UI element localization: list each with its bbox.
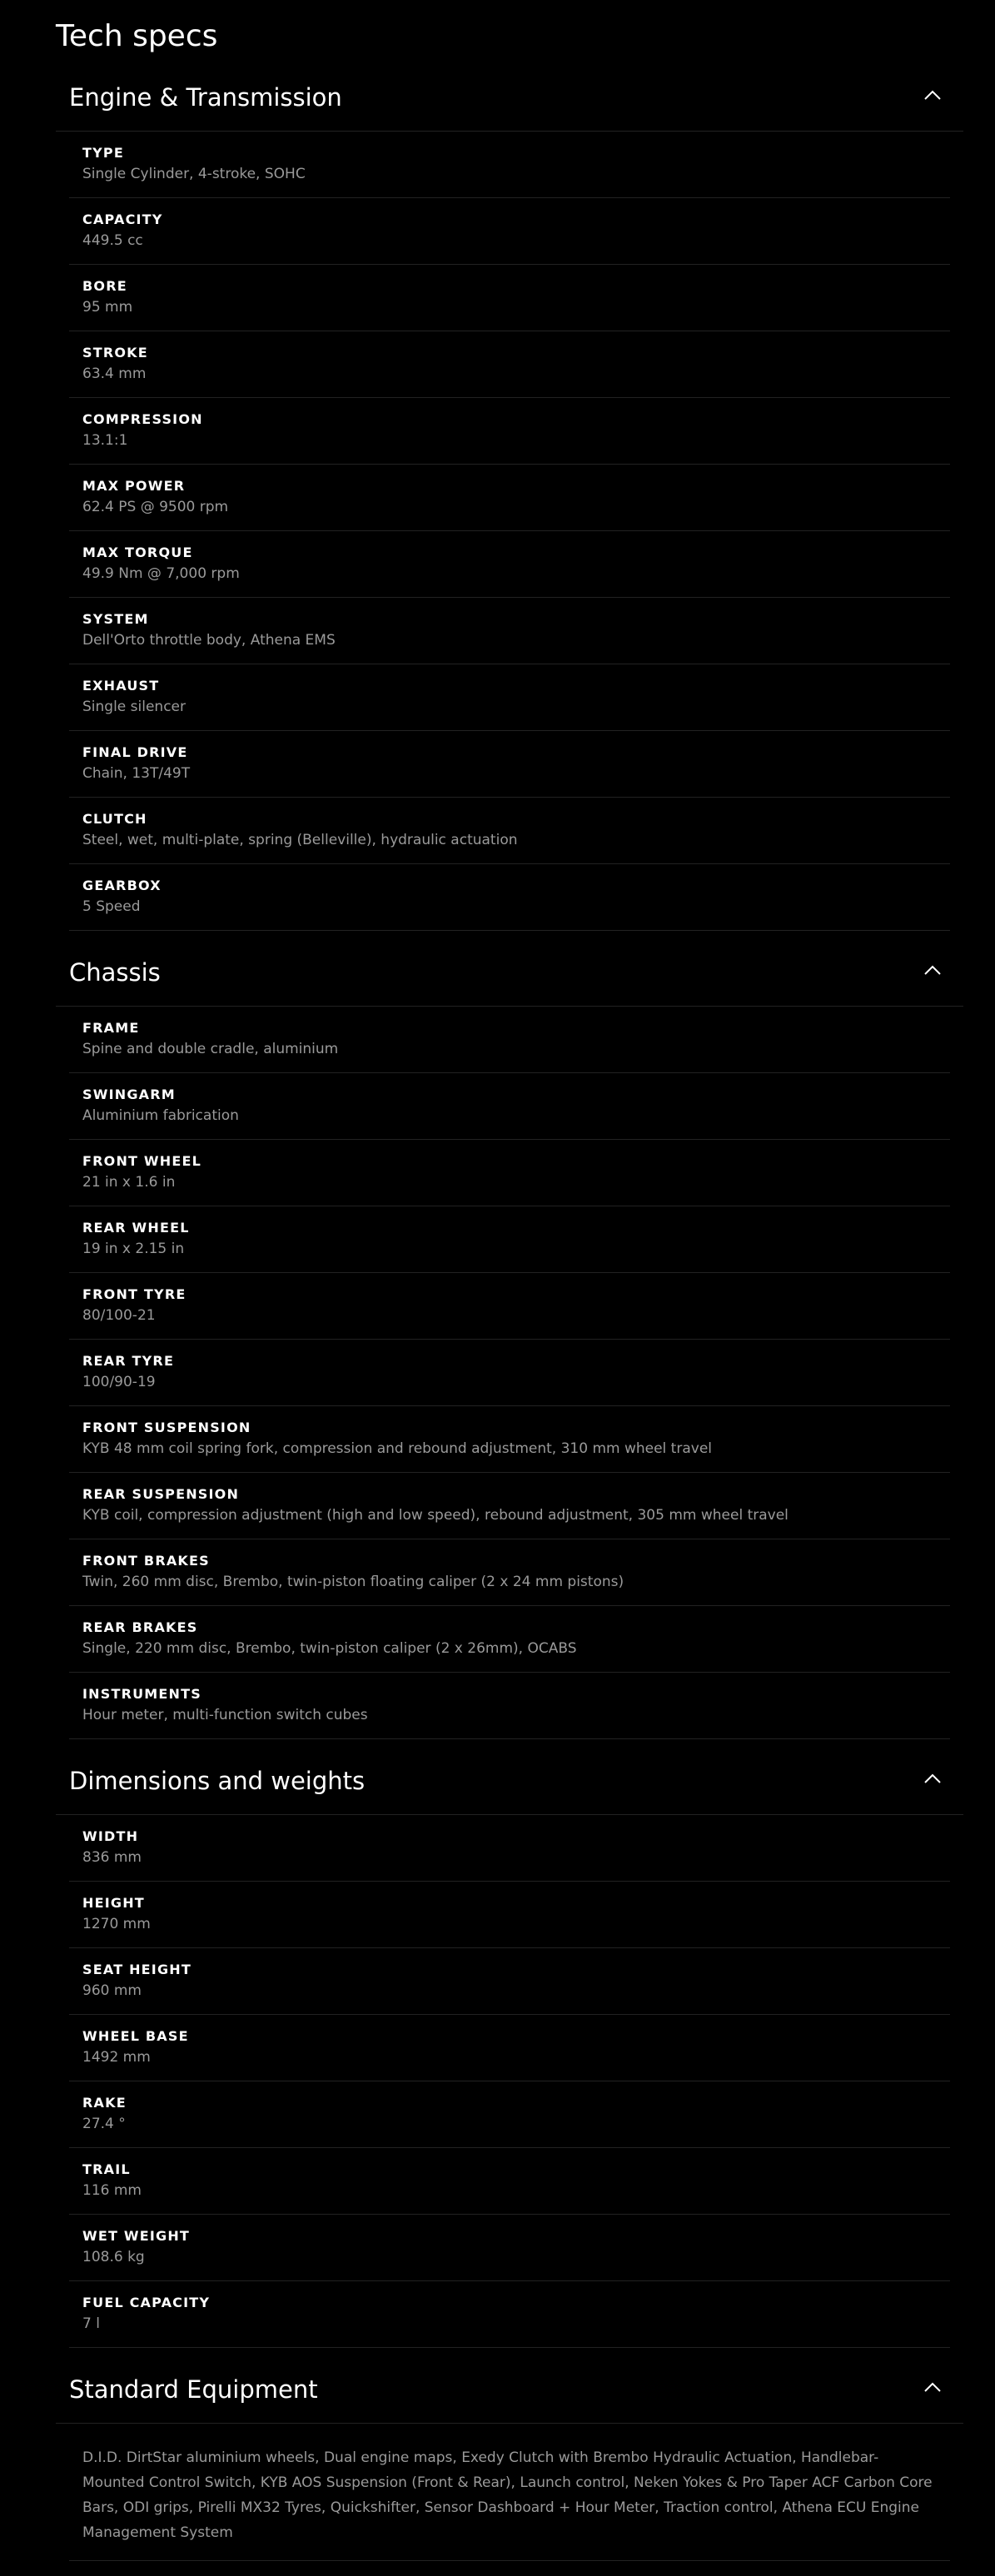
spec-row-front-wheel xyxy=(69,1140,950,1206)
spec-row-compression xyxy=(69,398,950,465)
spec-value: 7 l xyxy=(82,2315,100,2332)
spec-value: 5 Speed xyxy=(82,898,141,915)
spec-value: 80/100-21 xyxy=(82,1307,156,1324)
spec-value: KYB coil, compression adjustment (high and low speed), rebound adjustment, 305 mm wheel travel xyxy=(82,1507,789,1524)
spec-label: SWINGARM xyxy=(82,1087,176,1102)
spec-label: WET WEIGHT xyxy=(82,2228,191,2244)
spec-value: Dell'Orto throttle body, Athena EMS xyxy=(82,632,336,649)
spec-value: 449.5 cc xyxy=(82,232,143,249)
spec-label: CAPACITY xyxy=(82,211,163,227)
section-header-dimensions-weights[interactable] xyxy=(56,1748,963,1815)
spec-row-exhaust xyxy=(69,664,950,731)
spec-list-dimensions-weights xyxy=(69,1815,950,2348)
section-chassis xyxy=(56,939,963,1739)
section-dimensions-weights xyxy=(56,1748,963,2348)
section-title: Engine & Transmission xyxy=(69,83,342,112)
section-title: Chassis xyxy=(69,958,161,987)
spec-row-rear-suspension xyxy=(69,1473,950,1539)
spec-value: Hour meter, multi-function switch cubes xyxy=(82,1707,368,1723)
spec-label: REAR BRAKES xyxy=(82,1619,198,1635)
spec-row-fuel-capacity xyxy=(69,2281,950,2348)
spec-label: REAR WHEEL xyxy=(82,1220,190,1236)
spec-value: 836 mm xyxy=(82,1849,142,1866)
spec-value: 95 mm xyxy=(82,299,133,316)
spec-label: REAR SUSPENSION xyxy=(82,1486,240,1502)
spec-value: Chain, 13T/49T xyxy=(82,765,191,782)
spec-label: GEARBOX xyxy=(82,878,162,893)
spec-row-rear-wheel xyxy=(69,1206,950,1273)
spec-value: 13.1:1 xyxy=(82,432,128,449)
spec-list-engine-transmission xyxy=(69,132,950,931)
spec-label: FRAME xyxy=(82,1020,140,1036)
spec-label: HEIGHT xyxy=(82,1895,145,1911)
spec-label: MAX POWER xyxy=(82,478,186,494)
spec-row-swingarm xyxy=(69,1073,950,1140)
section-header-engine-transmission[interactable] xyxy=(56,64,963,132)
section-engine-transmission xyxy=(56,64,963,931)
spec-value: Aluminium fabrication xyxy=(82,1107,239,1124)
spec-label: FRONT SUSPENSION xyxy=(82,1420,251,1435)
spec-label: FRONT WHEEL xyxy=(82,1153,202,1169)
page-title: Tech specs xyxy=(56,19,218,53)
spec-value: 49.9 Nm @ 7,000 rpm xyxy=(82,565,240,582)
spec-value: 1270 mm xyxy=(82,1916,151,1932)
spec-row-rake xyxy=(69,2081,950,2148)
spec-value: Single silencer xyxy=(82,699,186,715)
spec-row-front-suspension xyxy=(69,1406,950,1473)
spec-row-seat-height xyxy=(69,1948,950,2015)
spec-row-final-drive xyxy=(69,731,950,798)
spec-label: TRAIL xyxy=(82,2161,131,2177)
spec-label: STROKE xyxy=(82,345,148,361)
spec-label: WIDTH xyxy=(82,1828,139,1844)
spec-value: KYB 48 mm coil spring fork, compression and rebound adjustment, 310 mm wheel travel xyxy=(82,1440,713,1457)
spec-row-gearbox xyxy=(69,864,950,931)
spec-row-height xyxy=(69,1882,950,1948)
spec-value: 27.4 ° xyxy=(82,2116,126,2132)
spec-label: COMPRESSION xyxy=(82,411,203,427)
spec-value: 100/90-19 xyxy=(82,1374,156,1390)
spec-row-wheel-base xyxy=(69,2015,950,2081)
spec-row-max-torque xyxy=(69,531,950,598)
spec-row-bore xyxy=(69,265,950,331)
spec-label: EXHAUST xyxy=(82,678,160,694)
spec-label: FRONT BRAKES xyxy=(82,1553,210,1569)
spec-label: RAKE xyxy=(82,2095,127,2111)
spec-value: Spine and double cradle, aluminium xyxy=(82,1041,339,1057)
spec-value: Twin, 260 mm disc, Brembo, twin-piston floating caliper (2 x 24 mm pistons) xyxy=(82,1574,624,1590)
spec-row-clutch xyxy=(69,798,950,864)
spec-list-chassis xyxy=(69,1007,950,1739)
section-title: Standard Equipment xyxy=(69,2375,318,2404)
spec-label: FINAL DRIVE xyxy=(82,744,188,760)
spec-label: INSTRUMENTS xyxy=(82,1686,201,1702)
spec-row-type xyxy=(69,132,950,198)
spec-value: 21 in x 1.6 in xyxy=(82,1174,176,1191)
spec-label: WHEEL BASE xyxy=(82,2028,189,2044)
section-standard-equipment xyxy=(56,2356,963,2561)
spec-row-wet-weight xyxy=(69,2215,950,2281)
spec-label: SYSTEM xyxy=(82,611,149,627)
spec-row-width xyxy=(69,1815,950,1882)
spec-row-instruments xyxy=(69,1673,950,1739)
spec-row-stroke xyxy=(69,331,950,398)
spec-label: SEAT HEIGHT xyxy=(82,1962,192,1977)
spec-label: FUEL CAPACITY xyxy=(82,2295,211,2310)
spec-value: 116 mm xyxy=(82,2182,142,2199)
spec-row-front-tyre xyxy=(69,1273,950,1340)
spec-row-rear-brakes xyxy=(69,1606,950,1673)
spec-row-frame xyxy=(69,1007,950,1073)
spec-label: TYPE xyxy=(82,145,124,161)
spec-row-system xyxy=(69,598,950,664)
spec-value: 19 in x 2.15 in xyxy=(82,1241,185,1257)
chevron-up-icon[interactable] xyxy=(923,2381,942,2393)
spec-value: Single, 220 mm disc, Brembo, twin-piston caliper (2 x 26mm), OCABS xyxy=(82,1640,577,1657)
spec-row-capacity xyxy=(69,198,950,265)
spec-value: 62.4 PS @ 9500 rpm xyxy=(82,499,229,515)
spec-label: FRONT TYRE xyxy=(82,1286,187,1302)
spec-label: MAX TORQUE xyxy=(82,545,193,560)
spec-value: Single Cylinder, 4-stroke, SOHC xyxy=(82,166,306,182)
spec-value: 960 mm xyxy=(82,1982,142,1999)
section-title: Dimensions and weights xyxy=(69,1767,366,1795)
chevron-up-icon[interactable] xyxy=(923,964,942,976)
spec-value: 63.4 mm xyxy=(82,366,147,382)
spec-label: BORE xyxy=(82,278,127,294)
spec-value: 1492 mm xyxy=(82,2049,151,2066)
spec-label: REAR TYRE xyxy=(82,1353,175,1369)
section-header-chassis[interactable] xyxy=(56,939,963,1007)
spec-row-rear-tyre xyxy=(69,1340,950,1406)
chevron-up-icon[interactable] xyxy=(923,1773,942,1784)
spec-row-front-brakes xyxy=(69,1539,950,1606)
spec-row-trail xyxy=(69,2148,950,2215)
spec-label: CLUTCH xyxy=(82,811,147,827)
standard-equipment-text: D.I.D. DirtStar aluminium wheels, Dual engine maps, Exedy Clutch with Brembo Hydraulic Actuation, Handlebar-Mounted Control Switch, KYB AOS Suspension (Front & Rear), Launch control, Neken Yokes & Pro Taper ACF Carbon Core Bars, ODI grips, Pirelli MX32 Tyres, Quickshifter, Sensor Dashboard + Hour Meter, Traction control, Athena ECU Engine Management System xyxy=(69,2424,950,2561)
section-header-standard-equipment[interactable] xyxy=(56,2356,963,2424)
spec-value: Steel, wet, multi-plate, spring (Belleville), hydraulic actuation xyxy=(82,832,518,848)
spec-value: 108.6 kg xyxy=(82,2249,145,2265)
chevron-up-icon[interactable] xyxy=(923,89,942,101)
spec-row-max-power xyxy=(69,465,950,531)
